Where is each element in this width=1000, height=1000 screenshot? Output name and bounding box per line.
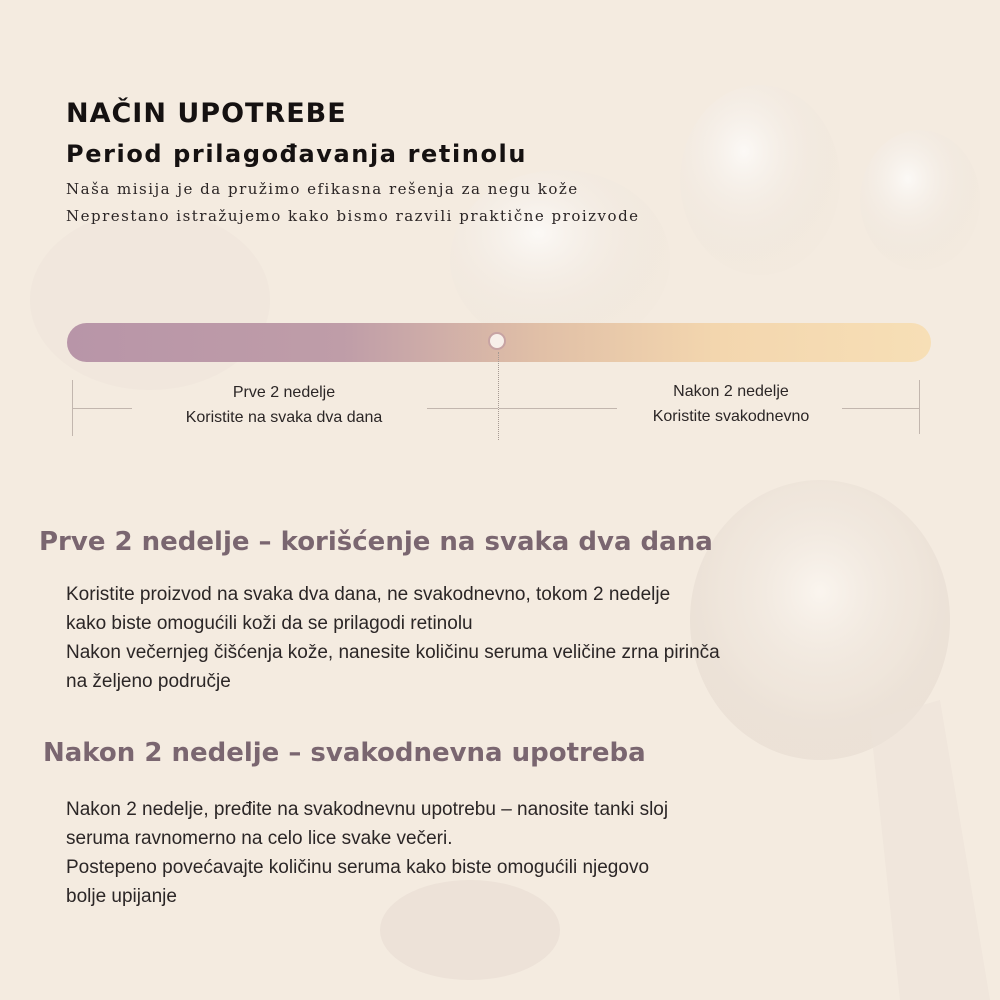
body-line: na željeno područje — [66, 671, 231, 692]
timeline-connector — [73, 408, 132, 409]
body-line: seruma ravnomerno na celo lice svake večeri. — [66, 828, 453, 849]
phase-label: Nakon 2 nedelje — [673, 383, 789, 400]
phase-after-two-weeks — [608, 379, 854, 429]
timeline-tick-end — [919, 380, 920, 434]
phase-label: Prve 2 nedelje — [232, 384, 336, 401]
intro-line: Neprestano istražujemo kako bismo razvili praktične proizvode — [66, 207, 640, 225]
timeline-divider — [498, 352, 499, 440]
phase-first-two-weeks — [140, 380, 428, 430]
body-line: kako biste omogućili koži da se prilagodi retinolu — [66, 613, 473, 634]
phase-detail: Koristite svakodnevno — [652, 408, 810, 425]
timeline-connector — [499, 408, 617, 409]
section-heading-first-two-weeks: Prve 2 nedelje – korišćenje na svaka dva dana — [39, 527, 713, 557]
page-subtitle: Period prilagođavanja retinolu — [66, 140, 528, 168]
section-heading-after-two-weeks: Nakon 2 nedelje – svakodnevna upotreba — [43, 738, 646, 768]
body-line: Koristite proizvod na svaka dva dana, ne svakodnevno, tokom 2 nedelje — [66, 584, 671, 605]
timeline-marker — [488, 332, 506, 350]
body-line: Nakon 2 nedelje, pređite na svakodnevnu upotrebu – nanosite tanki sloj — [66, 799, 669, 820]
section-body-after-two-weeks — [66, 795, 826, 911]
timeline-connector — [427, 408, 498, 409]
body-line: Nakon večernjeg čišćenja kože, nanesite količinu seruma veličine zrna pirinča — [66, 642, 720, 663]
body-line: Postepeno povećavajte količinu seruma kako biste omogućili njegovo — [66, 857, 650, 878]
body-line: bolje upijanje — [66, 886, 177, 907]
phase-detail: Koristite na svaka dva dana — [185, 409, 383, 426]
intro-line: Naša misija je da pružimo efikasna rešenja za negu kože — [66, 180, 579, 198]
page-title: NAČIN UPOTREBE — [66, 98, 347, 129]
section-body-first-two-weeks — [66, 580, 846, 696]
